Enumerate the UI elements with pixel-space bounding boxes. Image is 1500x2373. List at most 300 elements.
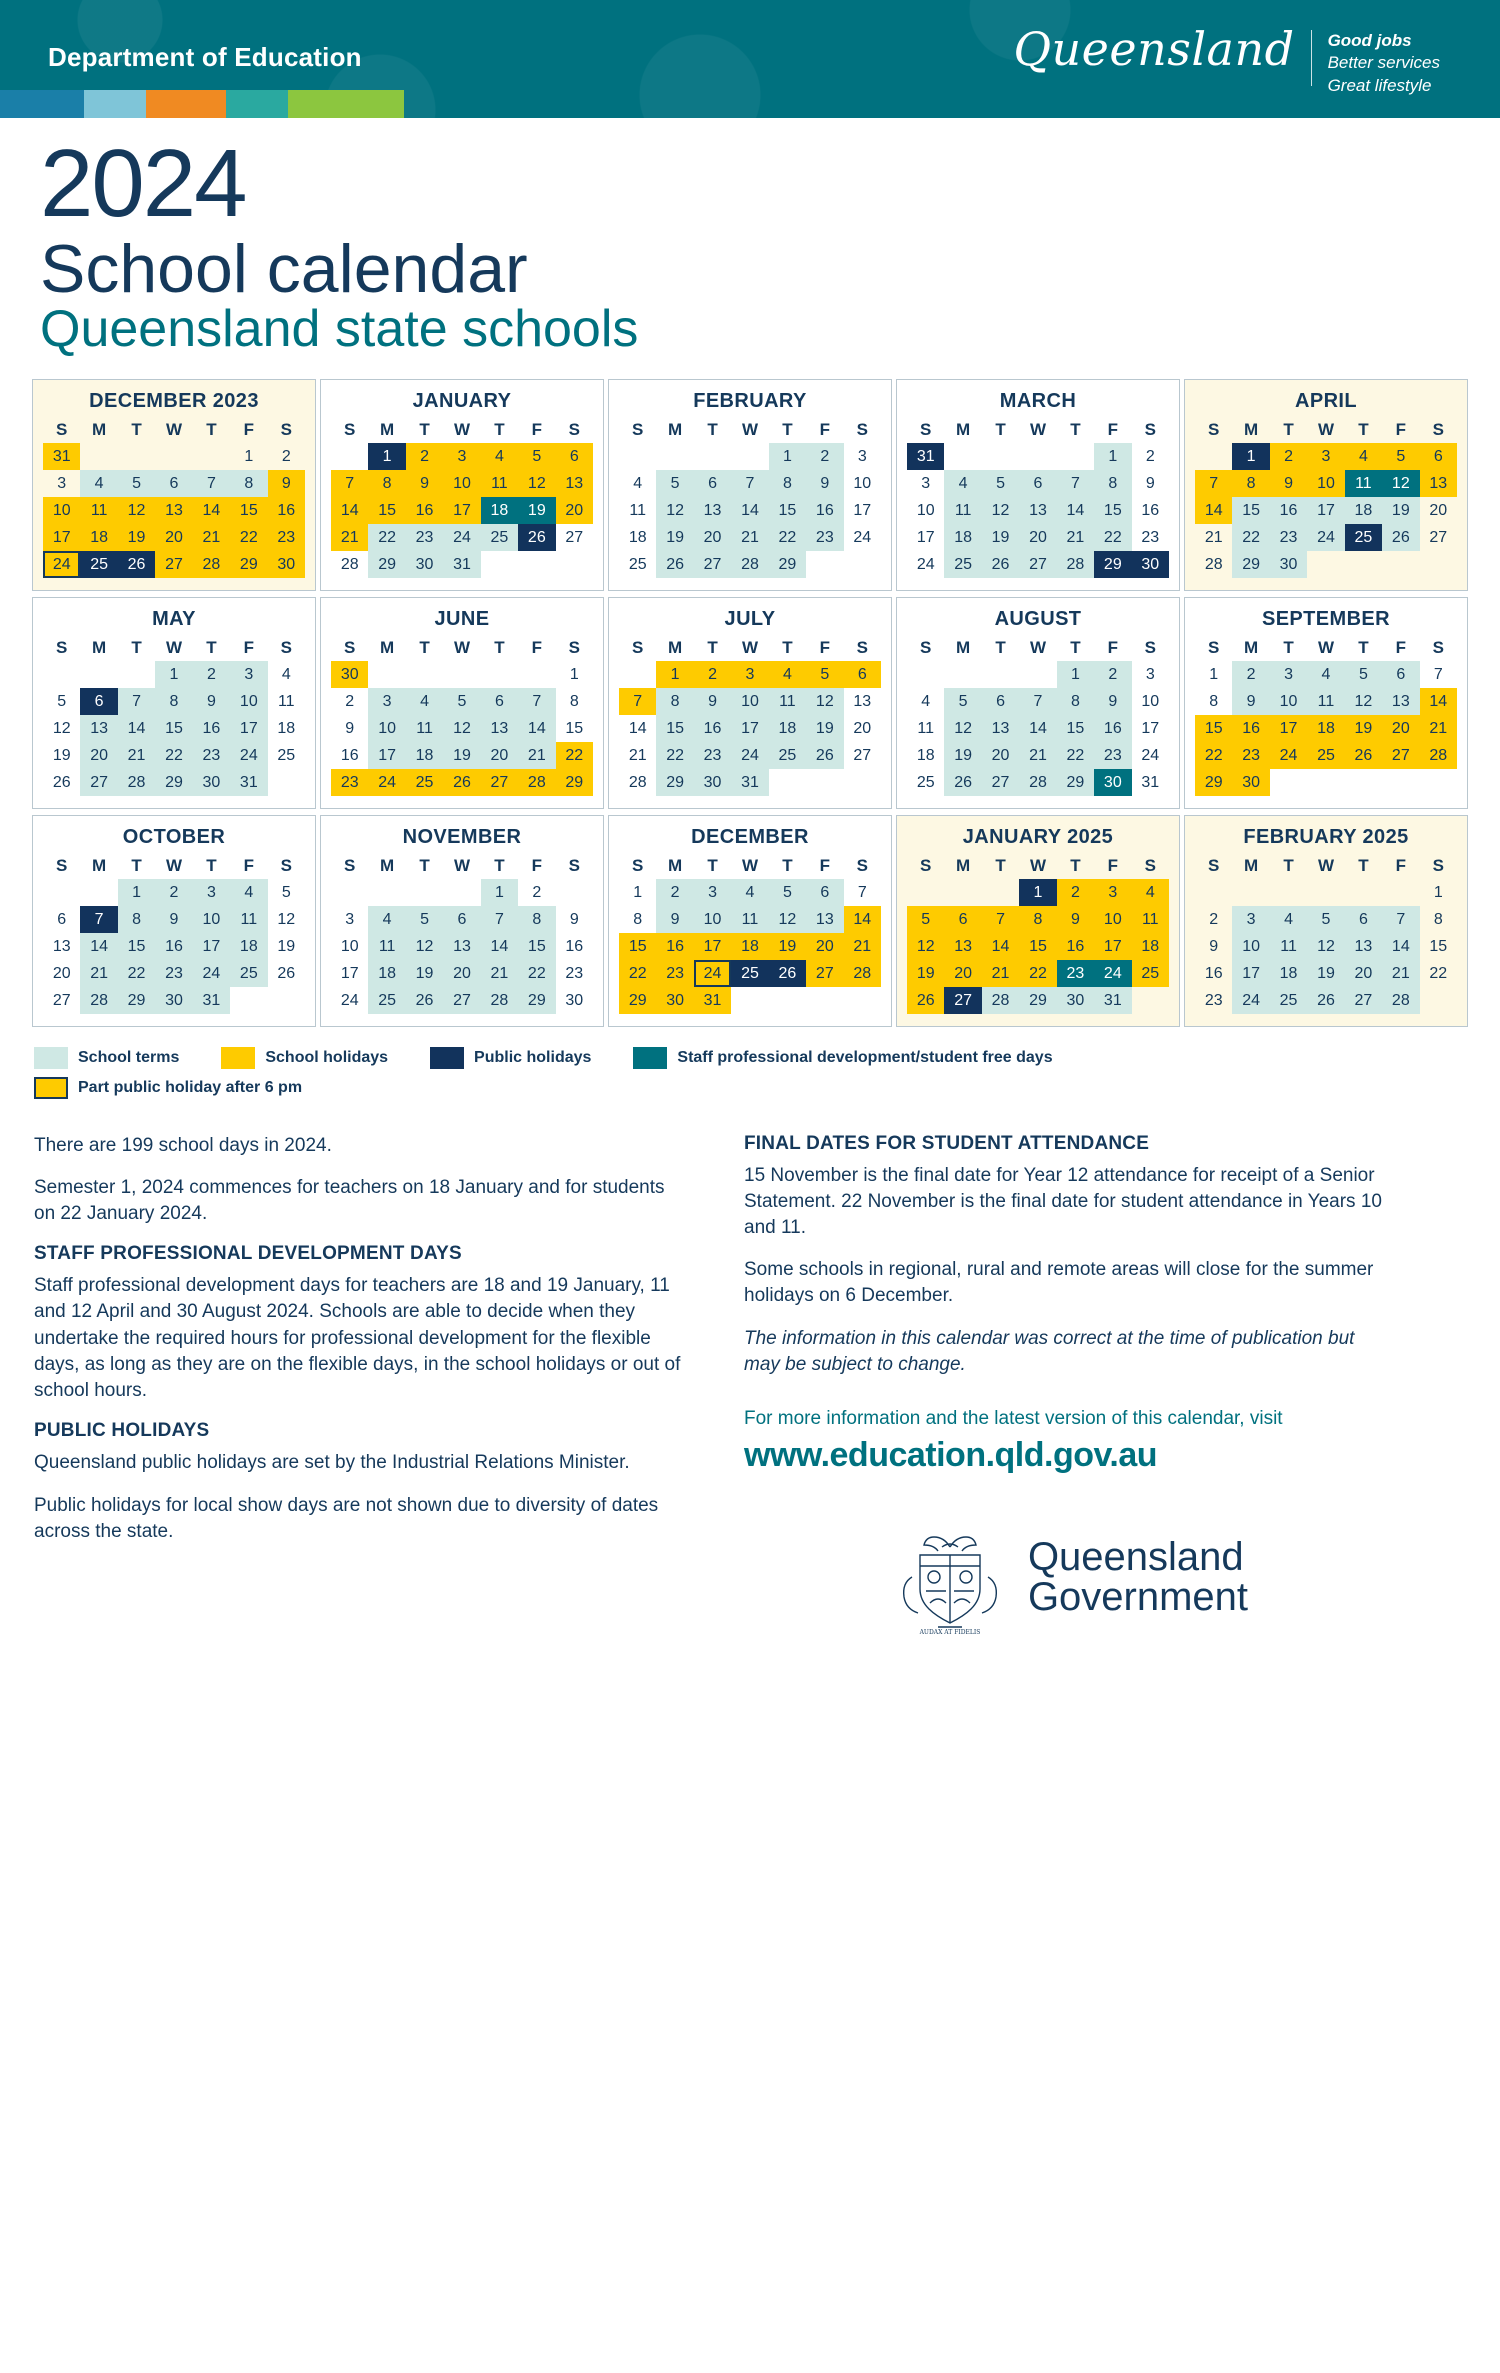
day-number: 12 bbox=[518, 470, 555, 497]
day-cell bbox=[1270, 906, 1307, 933]
day-cell bbox=[331, 551, 368, 578]
weekday-header: W bbox=[453, 855, 470, 875]
day-number: 31 bbox=[731, 769, 768, 796]
day-number bbox=[80, 443, 117, 470]
day-cell bbox=[331, 906, 368, 933]
weekday-header: S bbox=[568, 419, 580, 439]
month-table bbox=[1195, 637, 1457, 796]
weekday-header: T bbox=[419, 855, 430, 875]
day-cell bbox=[656, 987, 693, 1014]
day-number: 21 bbox=[193, 524, 230, 551]
day-cell bbox=[230, 715, 267, 742]
day-number: 16 bbox=[1204, 964, 1223, 982]
week-row bbox=[907, 497, 1169, 524]
day-number bbox=[155, 443, 192, 470]
day-cell bbox=[230, 933, 267, 960]
day-number bbox=[1382, 879, 1419, 906]
day-number: 9 bbox=[1145, 474, 1155, 492]
legend-item-pub bbox=[430, 1047, 591, 1069]
day-cell bbox=[443, 879, 480, 906]
day-cell bbox=[1420, 715, 1457, 742]
day-number: 20 bbox=[443, 960, 480, 987]
day-cell bbox=[694, 524, 731, 551]
day-cell bbox=[1195, 742, 1232, 769]
day-cell bbox=[43, 661, 80, 688]
month-title: AUGUST bbox=[994, 607, 1082, 630]
weekday-header: T bbox=[494, 637, 505, 657]
weekday-header: T bbox=[1358, 637, 1369, 657]
day-cell bbox=[1195, 933, 1232, 960]
day-cell bbox=[1232, 497, 1269, 524]
day-cell bbox=[481, 742, 518, 769]
day-cell bbox=[1132, 742, 1169, 769]
day-number: 17 bbox=[916, 528, 935, 546]
day-cell bbox=[656, 933, 693, 960]
weekday-header: S bbox=[1144, 419, 1156, 439]
day-cell bbox=[944, 960, 981, 987]
weekday-header: S bbox=[280, 855, 292, 875]
day-number: 13 bbox=[1420, 470, 1457, 497]
page-header bbox=[0, 0, 1500, 118]
day-cell bbox=[80, 769, 117, 796]
day-cell bbox=[1132, 769, 1169, 796]
day-number: 21 bbox=[628, 746, 647, 764]
day-cell bbox=[731, 497, 768, 524]
day-number: 5 bbox=[1382, 443, 1419, 470]
calendar-year: 2024 bbox=[40, 130, 246, 237]
month-table bbox=[619, 419, 881, 578]
day-cell bbox=[43, 524, 80, 551]
day-cell bbox=[230, 524, 267, 551]
day-cell bbox=[1420, 688, 1457, 715]
weekday-header: T bbox=[494, 419, 505, 439]
day-cell bbox=[619, 443, 656, 470]
day-cell bbox=[656, 688, 693, 715]
day-cell bbox=[268, 524, 305, 551]
weekday-header: W bbox=[1029, 855, 1046, 875]
day-cell bbox=[556, 470, 593, 497]
day-number: 24 bbox=[731, 742, 768, 769]
day-number bbox=[1270, 769, 1307, 796]
day-number: 20 bbox=[481, 742, 518, 769]
day-number: 4 bbox=[1270, 906, 1307, 933]
day-cell bbox=[1382, 524, 1419, 551]
day-cell bbox=[1132, 470, 1169, 497]
day-cell bbox=[656, 470, 693, 497]
day-number: 1 bbox=[155, 661, 192, 688]
day-number: 29 bbox=[1195, 769, 1232, 796]
day-cell bbox=[80, 661, 117, 688]
day-cell bbox=[1307, 769, 1344, 796]
day-number: 14 bbox=[731, 497, 768, 524]
weekday-header: F bbox=[1107, 637, 1119, 657]
day-cell bbox=[1345, 443, 1382, 470]
day-cell bbox=[1057, 960, 1094, 987]
day-number: 15 bbox=[656, 715, 693, 742]
day-cell bbox=[268, 661, 305, 688]
day-number bbox=[944, 879, 981, 906]
day-cell bbox=[619, 960, 656, 987]
week-row bbox=[907, 906, 1169, 933]
day-number bbox=[806, 769, 843, 796]
day-number: 10 bbox=[443, 470, 480, 497]
weekday-header: T bbox=[707, 855, 718, 875]
day-number: 19 bbox=[1382, 497, 1419, 524]
day-cell bbox=[907, 715, 944, 742]
day-number: 19 bbox=[518, 497, 555, 524]
day-number: 20 bbox=[1019, 524, 1056, 551]
day-number: 19 bbox=[277, 937, 296, 955]
day-number: 29 bbox=[656, 769, 693, 796]
day-cell bbox=[844, 879, 881, 906]
day-number: 23 bbox=[1141, 528, 1160, 546]
day-cell bbox=[268, 879, 305, 906]
day-number bbox=[907, 661, 944, 688]
day-cell bbox=[1382, 443, 1419, 470]
public-holidays-heading: PUBLIC HOLIDAYS bbox=[34, 1420, 210, 1442]
day-number: 7 bbox=[857, 883, 867, 901]
week-row bbox=[1195, 443, 1457, 470]
day-cell bbox=[694, 933, 731, 960]
day-number: 6 bbox=[155, 470, 192, 497]
day-number: 17 bbox=[1307, 497, 1344, 524]
public-holidays-text: Queensland public holidays are set by the Industrial Relations Minister. bbox=[34, 1452, 630, 1474]
day-cell bbox=[731, 470, 768, 497]
day-number: 13 bbox=[155, 497, 192, 524]
day-cell bbox=[1420, 933, 1457, 960]
day-cell bbox=[193, 960, 230, 987]
day-cell bbox=[1094, 960, 1131, 987]
weekday-header: F bbox=[1107, 855, 1119, 875]
day-cell bbox=[944, 933, 981, 960]
day-number: 21 bbox=[331, 524, 368, 551]
weekday-header: T bbox=[1070, 855, 1081, 875]
day-number: 1 bbox=[633, 883, 643, 901]
regional-schools-text: Some schools in regional, rural and remote areas will close for the summer holidays on 6 December. bbox=[744, 1259, 1374, 1307]
day-cell bbox=[694, 987, 731, 1014]
day-cell bbox=[481, 769, 518, 796]
day-number: 19 bbox=[806, 715, 843, 742]
day-number bbox=[806, 551, 843, 578]
weekday-header: S bbox=[856, 419, 868, 439]
day-cell bbox=[1345, 933, 1382, 960]
day-number: 27 bbox=[806, 960, 843, 987]
day-number: 2 bbox=[1232, 661, 1269, 688]
day-cell bbox=[1307, 470, 1344, 497]
weekday-header: M bbox=[380, 855, 395, 875]
day-number: 9 bbox=[155, 906, 192, 933]
day-cell bbox=[481, 879, 518, 906]
day-cell bbox=[806, 879, 843, 906]
day-number: 29 bbox=[1232, 551, 1269, 578]
day-number: 27 bbox=[694, 551, 731, 578]
day-cell bbox=[694, 960, 731, 987]
day-number bbox=[406, 661, 443, 688]
day-cell bbox=[43, 933, 80, 960]
weekday-header: S bbox=[344, 419, 356, 439]
day-number: 12 bbox=[1345, 688, 1382, 715]
day-cell bbox=[43, 769, 80, 796]
day-cell bbox=[769, 933, 806, 960]
legend-label: Public holidays bbox=[474, 1048, 592, 1066]
day-number: 31 bbox=[694, 987, 731, 1014]
day-number bbox=[844, 551, 881, 578]
day-number: 12 bbox=[769, 906, 806, 933]
day-number: 12 bbox=[443, 715, 480, 742]
day-number: 7 bbox=[481, 906, 518, 933]
day-number bbox=[1270, 879, 1307, 906]
day-number: 7 bbox=[1433, 665, 1443, 683]
day-cell bbox=[368, 688, 405, 715]
semester-start-text: Semester 1, 2024 commences for teachers on 18 January and for students on 22 January 2024. bbox=[34, 1176, 665, 1225]
day-number: 3 bbox=[345, 910, 355, 928]
week-row bbox=[907, 470, 1169, 497]
day-cell bbox=[155, 742, 192, 769]
day-number: 30 bbox=[1270, 551, 1307, 578]
queensland-wordmark: Queensland bbox=[1013, 22, 1295, 76]
brand-divider bbox=[1311, 30, 1312, 86]
day-number: 5 bbox=[443, 688, 480, 715]
weekday-header: T bbox=[494, 855, 505, 875]
day-number: 24 bbox=[1094, 960, 1131, 987]
day-cell bbox=[619, 769, 656, 796]
day-cell bbox=[694, 688, 731, 715]
day-cell bbox=[1057, 661, 1094, 688]
day-number: 10 bbox=[1307, 470, 1344, 497]
day-number: 21 bbox=[844, 933, 881, 960]
weekday-header: M bbox=[1244, 419, 1259, 439]
day-number: 24 bbox=[368, 769, 405, 796]
department-title: Department of Education bbox=[48, 42, 362, 72]
weekday-header: S bbox=[1432, 419, 1444, 439]
day-number: 13 bbox=[944, 933, 981, 960]
day-number: 1 bbox=[769, 443, 806, 470]
day-number: 26 bbox=[982, 551, 1019, 578]
education-website-link[interactable]: www.education.qld.gov.au bbox=[744, 1436, 1158, 1475]
day-cell bbox=[694, 879, 731, 906]
day-number: 23 bbox=[331, 769, 368, 796]
day-number: 10 bbox=[1232, 933, 1269, 960]
day-cell bbox=[556, 715, 593, 742]
page-subtitle: Queensland state schools bbox=[40, 300, 639, 359]
day-cell bbox=[944, 470, 981, 497]
day-cell bbox=[1382, 906, 1419, 933]
day-number: 8 bbox=[569, 692, 579, 710]
day-number: 4 bbox=[731, 879, 768, 906]
day-number: 12 bbox=[1307, 933, 1344, 960]
day-cell bbox=[806, 661, 843, 688]
brand-tagline bbox=[1328, 30, 1440, 97]
day-number: 5 bbox=[1345, 661, 1382, 688]
weekday-header: T bbox=[782, 637, 793, 657]
weekday-header: W bbox=[165, 419, 182, 439]
day-number: 12 bbox=[656, 497, 693, 524]
day-cell bbox=[694, 443, 731, 470]
day-cell bbox=[155, 443, 192, 470]
day-number: 25 bbox=[944, 551, 981, 578]
day-number: 5 bbox=[518, 443, 555, 470]
day-number: 14 bbox=[844, 906, 881, 933]
day-number: 6 bbox=[844, 661, 881, 688]
day-cell bbox=[406, 742, 443, 769]
day-cell bbox=[1057, 906, 1094, 933]
weekday-header: M bbox=[956, 419, 971, 439]
day-number: 25 bbox=[277, 746, 296, 764]
day-number: 14 bbox=[1057, 497, 1094, 524]
day-cell bbox=[1094, 551, 1131, 578]
day-cell bbox=[368, 960, 405, 987]
day-cell bbox=[118, 443, 155, 470]
day-number: 15 bbox=[769, 497, 806, 524]
day-cell bbox=[1382, 715, 1419, 742]
day-cell bbox=[193, 470, 230, 497]
day-number: 28 bbox=[1019, 769, 1056, 796]
day-number: 11 bbox=[277, 692, 295, 710]
weekday-header: M bbox=[956, 637, 971, 657]
day-number: 28 bbox=[118, 769, 155, 796]
day-cell bbox=[155, 933, 192, 960]
day-number: 11 bbox=[917, 719, 935, 737]
weekday-header: M bbox=[668, 855, 683, 875]
day-cell bbox=[331, 933, 368, 960]
day-number: 4 bbox=[1132, 879, 1169, 906]
day-number: 7 bbox=[1382, 906, 1419, 933]
day-cell bbox=[1382, 742, 1419, 769]
month-title: DECEMBER 2023 bbox=[89, 389, 259, 412]
week-row bbox=[1195, 742, 1457, 769]
day-number: 1 bbox=[481, 879, 518, 906]
day-cell bbox=[982, 497, 1019, 524]
day-cell bbox=[368, 742, 405, 769]
week-row bbox=[907, 769, 1169, 796]
day-cell bbox=[331, 960, 368, 987]
day-number: 19 bbox=[769, 933, 806, 960]
week-row bbox=[1195, 497, 1457, 524]
day-cell bbox=[656, 906, 693, 933]
day-number: 14 bbox=[193, 497, 230, 524]
day-number: 20 bbox=[52, 964, 71, 982]
day-number: 16 bbox=[268, 497, 305, 524]
day-number: 3 bbox=[193, 879, 230, 906]
day-number: 14 bbox=[1195, 497, 1232, 524]
month-table bbox=[331, 419, 593, 578]
day-cell bbox=[1094, 769, 1131, 796]
day-cell bbox=[155, 551, 192, 578]
weekday-header: M bbox=[92, 419, 107, 439]
day-cell bbox=[368, 769, 405, 796]
week-row bbox=[43, 742, 305, 769]
day-number: 5 bbox=[907, 906, 944, 933]
day-number: 16 bbox=[694, 715, 731, 742]
day-number: 26 bbox=[406, 987, 443, 1014]
month-table bbox=[907, 637, 1169, 796]
day-number bbox=[80, 661, 117, 688]
day-cell bbox=[481, 497, 518, 524]
day-number: 18 bbox=[944, 524, 981, 551]
weekday-header: F bbox=[531, 855, 543, 875]
gov-line-2: Government bbox=[1027, 1575, 1249, 1620]
day-number: 3 bbox=[694, 879, 731, 906]
day-number: 2 bbox=[1145, 447, 1155, 465]
day-number bbox=[443, 661, 480, 688]
day-cell bbox=[1382, 661, 1419, 688]
day-cell bbox=[443, 470, 480, 497]
weekday-header: T bbox=[1283, 637, 1294, 657]
day-number: 22 bbox=[1195, 742, 1232, 769]
day-number: 29 bbox=[619, 987, 656, 1014]
day-cell bbox=[944, 688, 981, 715]
day-cell bbox=[1019, 933, 1056, 960]
day-number: 26 bbox=[944, 769, 981, 796]
weekday-header: F bbox=[1395, 637, 1407, 657]
day-number: 13 bbox=[694, 497, 731, 524]
day-cell bbox=[982, 906, 1019, 933]
day-cell bbox=[193, 661, 230, 688]
weekday-header: T bbox=[995, 855, 1006, 875]
week-row bbox=[43, 879, 305, 906]
week-row bbox=[1195, 906, 1457, 933]
day-number: 25 bbox=[916, 773, 935, 791]
day-cell bbox=[1307, 906, 1344, 933]
day-cell bbox=[1094, 879, 1131, 906]
day-cell bbox=[656, 661, 693, 688]
week-row bbox=[619, 742, 881, 769]
day-number: 18 bbox=[230, 933, 267, 960]
month-december-2023 bbox=[32, 379, 316, 591]
weekday-header: T bbox=[707, 419, 718, 439]
week-row bbox=[43, 933, 305, 960]
day-cell bbox=[1270, 879, 1307, 906]
day-number: 7 bbox=[331, 470, 368, 497]
day-number bbox=[769, 769, 806, 796]
day-number: 19 bbox=[118, 524, 155, 551]
day-cell bbox=[1195, 661, 1232, 688]
day-cell bbox=[619, 987, 656, 1014]
day-cell bbox=[556, 769, 593, 796]
day-number: 31 bbox=[193, 987, 230, 1014]
legend-swatch-icon bbox=[221, 1047, 255, 1069]
day-cell bbox=[1232, 470, 1269, 497]
day-number: 13 bbox=[1345, 933, 1382, 960]
month-april bbox=[1184, 379, 1468, 591]
month-september bbox=[1184, 597, 1468, 809]
day-cell bbox=[982, 524, 1019, 551]
weekday-header: T bbox=[782, 855, 793, 875]
day-number: 15 bbox=[565, 719, 584, 737]
day-cell bbox=[944, 661, 981, 688]
day-number: 19 bbox=[1345, 715, 1382, 742]
week-row bbox=[619, 688, 881, 715]
day-cell bbox=[556, 742, 593, 769]
week-row bbox=[331, 688, 593, 715]
day-number: 31 bbox=[1141, 773, 1160, 791]
day-number: 27 bbox=[1382, 742, 1419, 769]
day-number: 11 bbox=[406, 715, 443, 742]
day-cell bbox=[1420, 906, 1457, 933]
day-cell bbox=[406, 879, 443, 906]
day-number bbox=[1307, 879, 1344, 906]
day-number: 9 bbox=[268, 470, 305, 497]
weekday-header: M bbox=[956, 855, 971, 875]
weekday-header: T bbox=[131, 637, 142, 657]
staff-dev-heading: STAFF PROFESSIONAL DEVELOPMENT DAYS bbox=[34, 1243, 462, 1265]
day-number: 18 bbox=[1132, 933, 1169, 960]
day-number: 7 bbox=[193, 470, 230, 497]
day-cell bbox=[43, 715, 80, 742]
month-title: MARCH bbox=[999, 389, 1077, 412]
day-cell bbox=[1420, 443, 1457, 470]
day-number bbox=[368, 661, 405, 688]
